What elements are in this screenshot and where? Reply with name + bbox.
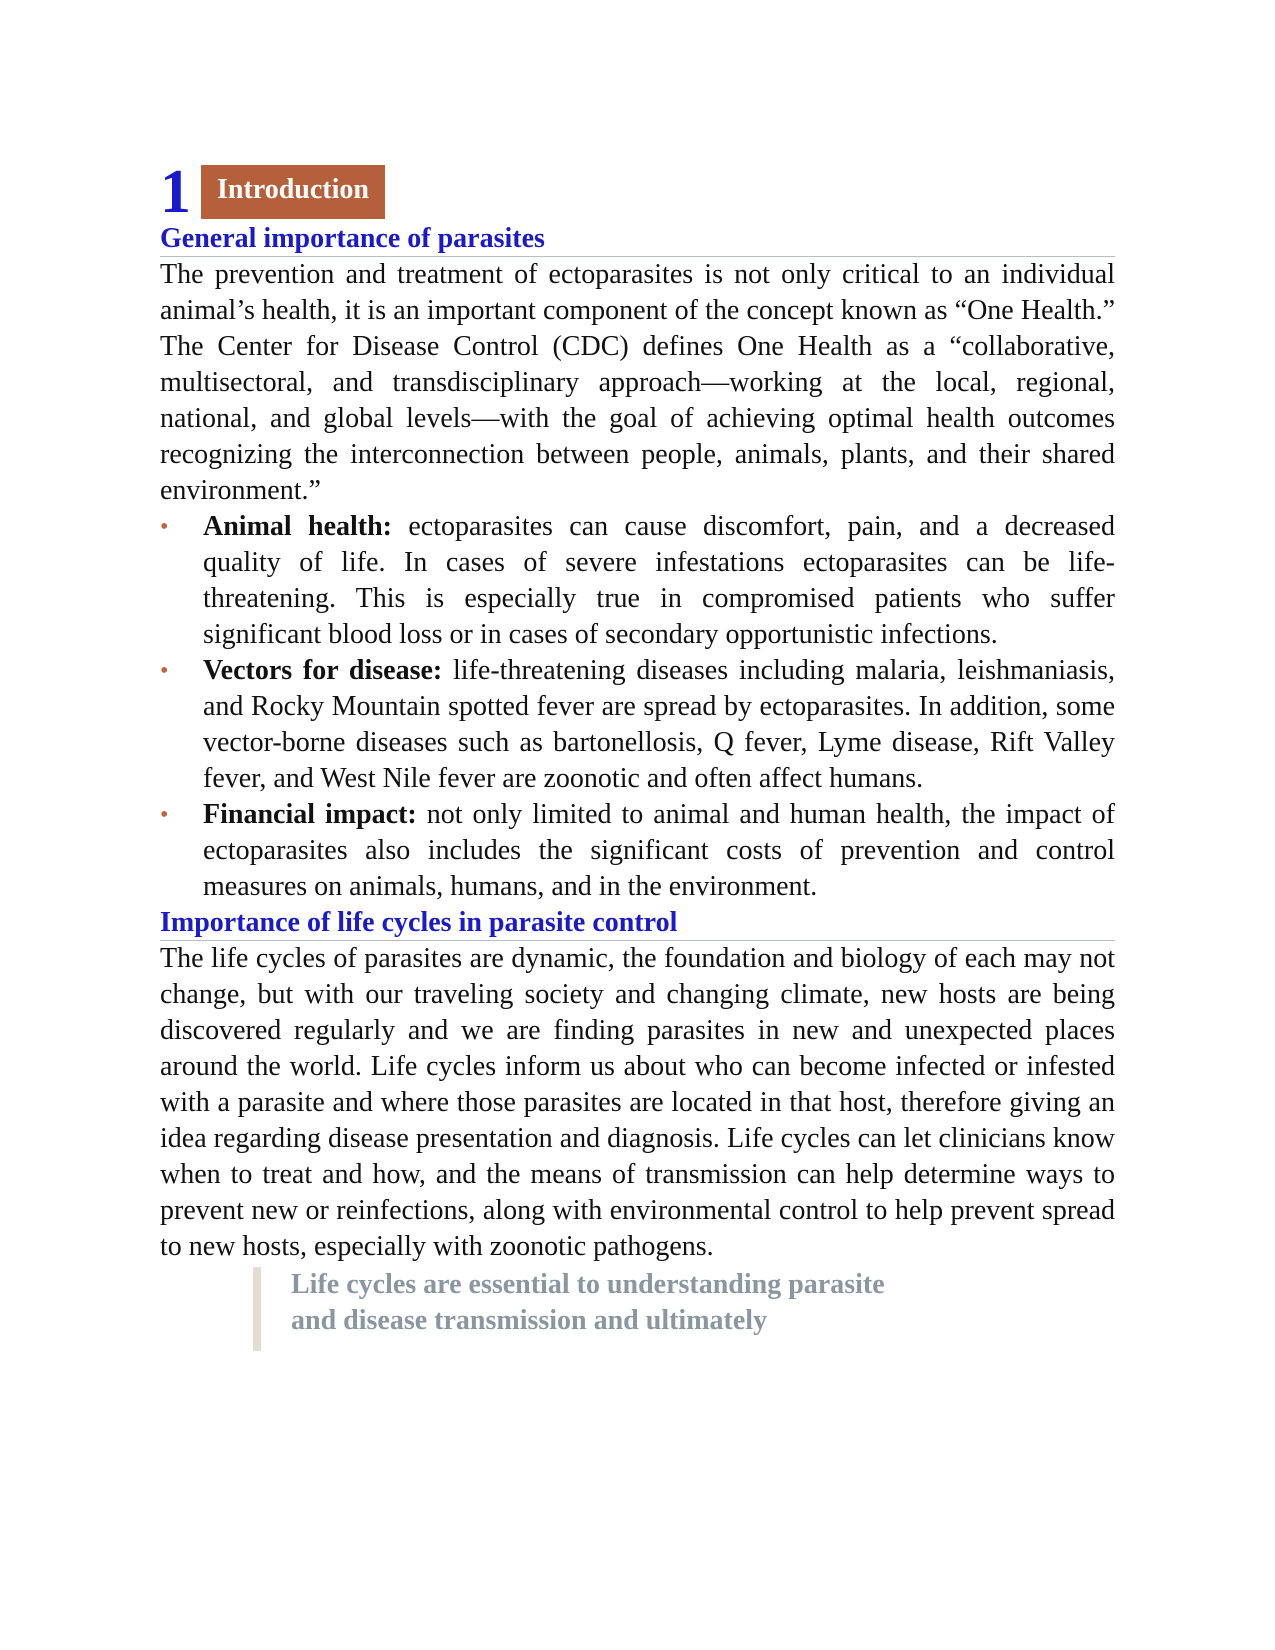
bullet-text: not only limited to animal and human health, the impact of ectoparasites also includes the significant costs of prevention and control measures on animals, humans, and in the environment. [203, 799, 1115, 902]
pull-quote-line: Life cycles are essential to understanding parasite [291, 1269, 885, 1300]
bullet-item-vectors-for-disease [160, 653, 1115, 797]
bullet-icon: • [160, 514, 169, 540]
bullet-list [160, 509, 1115, 905]
bullet-item-financial-impact [160, 797, 1115, 905]
bullet-term: Financial impact: [203, 799, 417, 830]
paragraph-life-cycles: The life cycles of parasites are dynamic, the foundation and biology of each may not change, but with our traveling society and changing climate, new hosts are being discovered regularly and we are finding parasites in new and unexpected places around the world. Life cycles inform us about who can become infected or infested with a parasite and where those parasites are located in that host, therefore giving an idea regarding disease presentation and diagnosis. Life cycles can let clinicians know when to treat and how, and the means of transmission can help determine ways to prevent new or reinfections, along with environmental control to help prevent spread to new hosts, especially with zoonotic pathogens. [160, 943, 1115, 1262]
bullet-icon: • [160, 658, 169, 684]
pull-quote [253, 1267, 951, 1351]
chapter-title: Introduction [201, 165, 385, 219]
bullet-item-animal-health [160, 509, 1115, 653]
bullet-icon: • [160, 802, 169, 828]
section-heading-life-cycles: Importance of life cycles in parasite control [160, 905, 1115, 941]
document-page [160, 155, 1115, 1351]
bullet-term: Vectors for disease: [203, 655, 443, 686]
bullet-text: life-threatening diseases including malaria, leishmaniasis, and Rocky Mountain spotted fever are spread by ectoparasites. In addition, some vector-borne diseases such as bartonellosis, Q fever, Lyme disease, Rift Valley fever, and West Nile fever are zoonotic and often affect humans. [203, 655, 1115, 794]
chapter-header [160, 155, 1115, 226]
paragraph-one-health: The prevention and treatment of ectoparasites is not only critical to an individual animal’s health, it is an important component of the concept known as “One Health.” The Center for Disease Control (CDC) defines One Health as a “collaborative, multisectoral, and transdisciplinary approach—working at the local, regional, national, and global levels—with the goal of achieving optimal health outcomes recognizing the interconnection between people, animals, plants, and their shared environment.” [160, 259, 1115, 506]
chapter-number: 1 [160, 158, 191, 226]
bullet-term: Animal health: [203, 511, 393, 542]
pull-quote-line: and disease transmission and ultimately [291, 1305, 768, 1336]
bullet-text: ectoparasites can cause discomfort, pain, and a decreased quality of life. In cases of severe infestations ectoparasites can be life-threatening. This is especially true in compromised patients who suffer significant blood loss or in cases of secondary opportunistic infections. [203, 511, 1115, 650]
section-heading-general-importance: General importance of parasites [160, 221, 1115, 257]
